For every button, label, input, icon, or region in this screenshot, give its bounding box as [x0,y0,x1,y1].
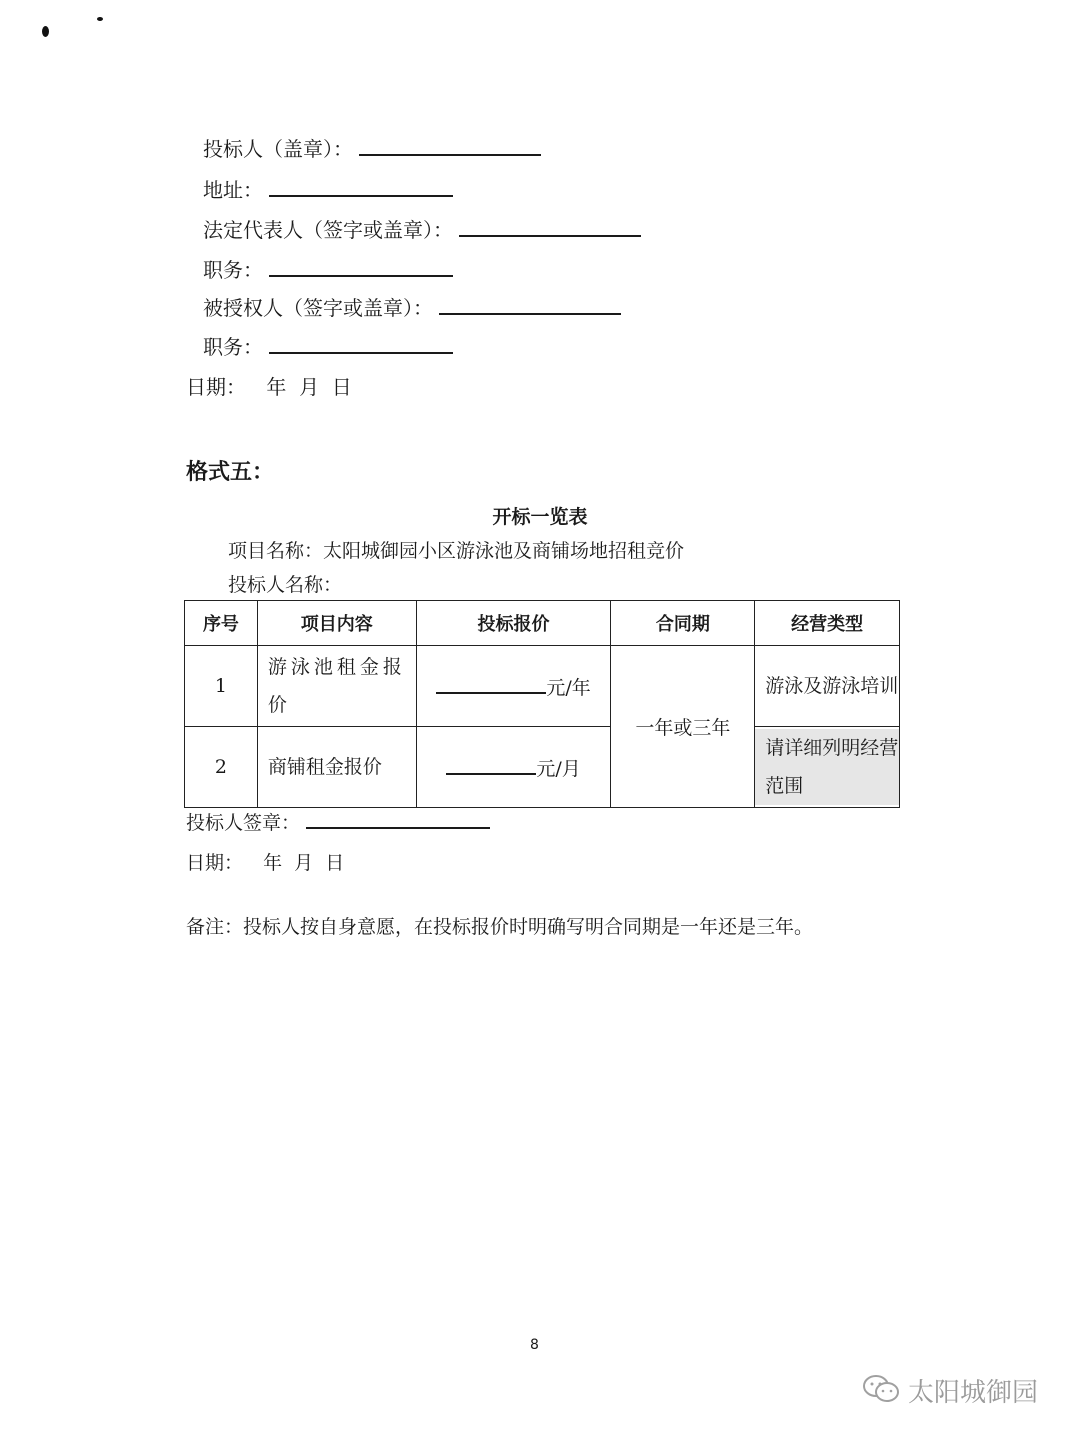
wechat-icon [862,1373,900,1409]
date-label: 日期： [186,375,246,399]
authorized-label: 被授权人（签字或盖章）： [203,296,433,320]
note-text: 备注：投标人按自身意愿，在投标报价时明确写明合同期是一年还是三年。 [186,916,814,938]
signature-blank [306,826,490,829]
bidder-seal-label: 投标人（盖章）： [203,137,353,161]
table-header-row [185,601,900,646]
position-label-1: 职务： [203,258,263,282]
row-type-text: 游泳及游泳培训 [765,675,899,697]
bidder-seal-blank [359,153,541,156]
price-unit: 元/月 [536,757,581,780]
footer-date-label: 日期： [186,852,244,874]
address-label: 地址： [203,178,263,202]
price-unit: 元/年 [546,676,591,699]
price-blank [436,691,546,694]
legal-rep-line [203,214,641,243]
position-blank-2 [269,351,453,354]
header-item: 项目内容 [257,601,416,646]
row-no: 1 [185,646,258,727]
legal-rep-label: 法定代表人（签字或盖章）： [203,218,453,242]
table-row [185,646,900,727]
watermark [862,1372,1038,1409]
date-fields: 年 月 日 [266,375,352,399]
position-line-2 [203,331,453,360]
row-type [755,727,900,808]
row-item-text: 游泳池租金报价 [267,656,406,716]
signature-line [186,808,490,835]
section-heading: 格式五： [186,460,275,485]
table-row [185,727,900,808]
page-number: 8 [530,1337,539,1353]
date-line [186,371,352,400]
address-line [203,174,453,203]
bid-summary-table [184,600,900,808]
bidder-seal-line [203,133,541,162]
price-blank [446,772,536,775]
scan-speck [42,26,49,37]
address-blank [269,194,453,197]
header-price: 投标报价 [416,601,611,646]
scan-speck [97,17,103,21]
row-price [416,646,611,727]
signature-label: 投标人签章： [186,812,301,834]
header-contract: 合同期 [611,601,755,646]
position-line-1 [203,254,453,283]
row-item-text: 商铺租金报价 [267,756,382,778]
position-blank-1 [269,274,453,277]
authorized-blank [439,312,621,315]
watermark-text: 太阳城御园 [908,1378,1039,1408]
footer-date-fields: 年 月 日 [263,852,345,874]
row-no: 2 [185,727,258,808]
row-item [257,646,416,727]
header-type: 经营类型 [755,601,900,646]
bidder-name-line: 投标人名称： [228,574,343,596]
row-type-text: 请详细列明经营范围 [755,729,899,805]
row-price [416,727,611,808]
contract-period-cell: 一年或三年 [611,646,755,808]
project-name-line: 项目名称：太阳城御园小区游泳池及商铺场地招租竞价 [228,540,685,562]
table-title: 开标一览表 [492,506,588,528]
position-label-2: 职务： [203,335,263,359]
authorized-line [203,292,621,321]
legal-rep-blank [459,234,641,237]
footer-date-line [186,848,344,875]
row-type [755,646,900,727]
header-no: 序号 [185,601,258,646]
row-item [257,727,416,808]
